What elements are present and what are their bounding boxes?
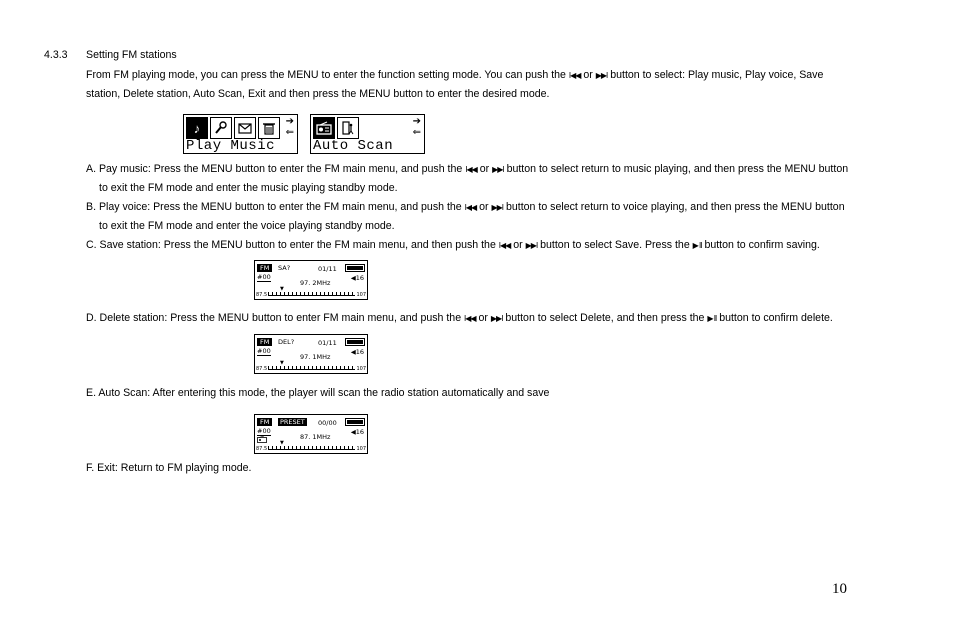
tuner-scale (268, 292, 355, 296)
prev-button-icon: I◀◀ (464, 203, 477, 212)
lcd-screen-delete (254, 334, 368, 374)
menu-arrows-icon: ➔ ⇐ (285, 116, 294, 138)
menu-arrows-icon: ➔ ⇐ (412, 116, 421, 138)
range-high: 107 (356, 366, 366, 372)
station-number: #00 (257, 273, 271, 281)
lcd-tag: SA? (278, 264, 291, 272)
lcd-screen-save (254, 260, 368, 300)
prev-button-icon: I◀◀ (464, 314, 476, 323)
menu-icons (313, 117, 359, 139)
play-pause-icon: ▶ II (692, 241, 702, 250)
fm-label: FM (257, 264, 272, 272)
item-a-line-2: to exit the FM mode and enter the music playing standby mode. (99, 182, 398, 194)
tuner-scale (268, 446, 355, 450)
station-counter: 01/11 (318, 339, 337, 347)
range-low: 87.5 (256, 292, 268, 298)
exit-icon (337, 117, 359, 139)
range-high: 107 (356, 446, 366, 452)
station-counter: 01/11 (318, 265, 337, 273)
menu-label-play-music: Play Music (186, 138, 276, 154)
tuner-pointer-icon: ▼ (280, 360, 284, 366)
frequency: 97. 2MHz (300, 279, 331, 287)
next-button-icon: ▶▶I (491, 203, 504, 212)
item-c-line-1: C. Save station: Press the MENU button to enter the FM main menu, and then push the I◀◀ or ▶▶I button to select Save. Press the ▶ II button to confirm saving. (86, 239, 820, 251)
menu-label-auto-scan: Auto Scan (313, 138, 394, 154)
tuner-pointer-icon: ▼ (280, 440, 284, 446)
prev-button-icon: I◀◀ (498, 241, 511, 250)
station-number: #00 (257, 427, 271, 435)
range-low: 87.5 (256, 366, 268, 372)
item-b-line-2: to exit the FM mode and enter the voice playing standby mode. (99, 220, 395, 232)
next-button-icon: ▶▶I (492, 165, 504, 174)
item-b-line-1: B. Play voice: Press the MENU button to enter the FM main menu, and push the I◀◀ or ▶▶I button to select return to voice playing, and then press the MENU button (86, 201, 845, 213)
page-number: 10 (832, 581, 847, 597)
lcd-tag: DEL? (278, 338, 295, 346)
intro-paragraph (86, 66, 823, 104)
tuner-scale (268, 366, 355, 370)
item-d-line-1: D. Delete station: Press the MENU button to enter FM main menu, and push the I◀◀ or ▶▶I button to select Delete, and then press the ▶ II button to confirm delete. (86, 312, 833, 324)
fm-label: FM (257, 418, 272, 426)
fm-label: FM (257, 338, 272, 346)
range-low: 87.5 (256, 446, 268, 452)
intro-line-1: From FM playing mode, you can press the MENU to enter the function setting mode. You can push the I◀◀ or ▶▶I button to select: Play music, Play voice, Save (86, 69, 824, 81)
next-button-icon: ▶▶I (595, 71, 608, 80)
next-button-icon: ▶▶I (525, 241, 538, 250)
station-counter: 00/00 (318, 419, 337, 427)
music-note-icon: ♪ (186, 117, 208, 139)
battery-icon (345, 264, 365, 272)
frequency: 97. 1MHz (300, 353, 331, 361)
item-list-abc (86, 160, 848, 255)
item-e-line-1: E. Auto Scan: After entering this mode, the player will scan the radio station automatically and save (86, 387, 550, 399)
intro-line-2: station, Delete station, Auto Scan, Exit and then press the MENU button to enter the desired mode. (86, 88, 550, 100)
section-number: 4.3.3 (44, 49, 68, 61)
prev-button-icon: I◀◀ (568, 71, 581, 80)
save-icon (234, 117, 256, 139)
volume-level: ◀16 (350, 428, 364, 436)
station-number: #00 (257, 347, 271, 355)
battery-icon (345, 418, 365, 426)
section-title: Setting FM stations (86, 49, 177, 61)
menu-icons (186, 117, 280, 139)
microphone-icon (210, 117, 232, 139)
volume-level: ◀16 (350, 274, 364, 282)
item-f-line-1: F. Exit: Return to FM playing mode. (86, 462, 252, 474)
lcd-tag: PRESET (280, 418, 305, 426)
next-button-icon: ▶▶I (490, 314, 503, 323)
radio-icon (313, 117, 335, 139)
menu-screen-play-music (183, 114, 298, 154)
range-high: 107 (356, 292, 366, 298)
item-a-line-1: A. Pay music: Press the MENU button to enter the FM main menu, and push the I◀◀ or ▶▶I button to select return to music playing, and then press the MENU button (86, 163, 849, 175)
trash-icon (258, 117, 280, 139)
lcd-screen-preset (254, 414, 368, 454)
small-radio-icon (257, 436, 267, 445)
prev-button-icon: I◀◀ (465, 165, 477, 174)
volume-level: ◀16 (350, 348, 364, 356)
menu-screen-auto-scan (310, 114, 425, 154)
tuner-pointer-icon: ▼ (280, 286, 284, 292)
frequency: 87. 1MHz (300, 433, 331, 441)
play-pause-icon: ▶ II (707, 314, 717, 323)
battery-icon (345, 338, 365, 346)
